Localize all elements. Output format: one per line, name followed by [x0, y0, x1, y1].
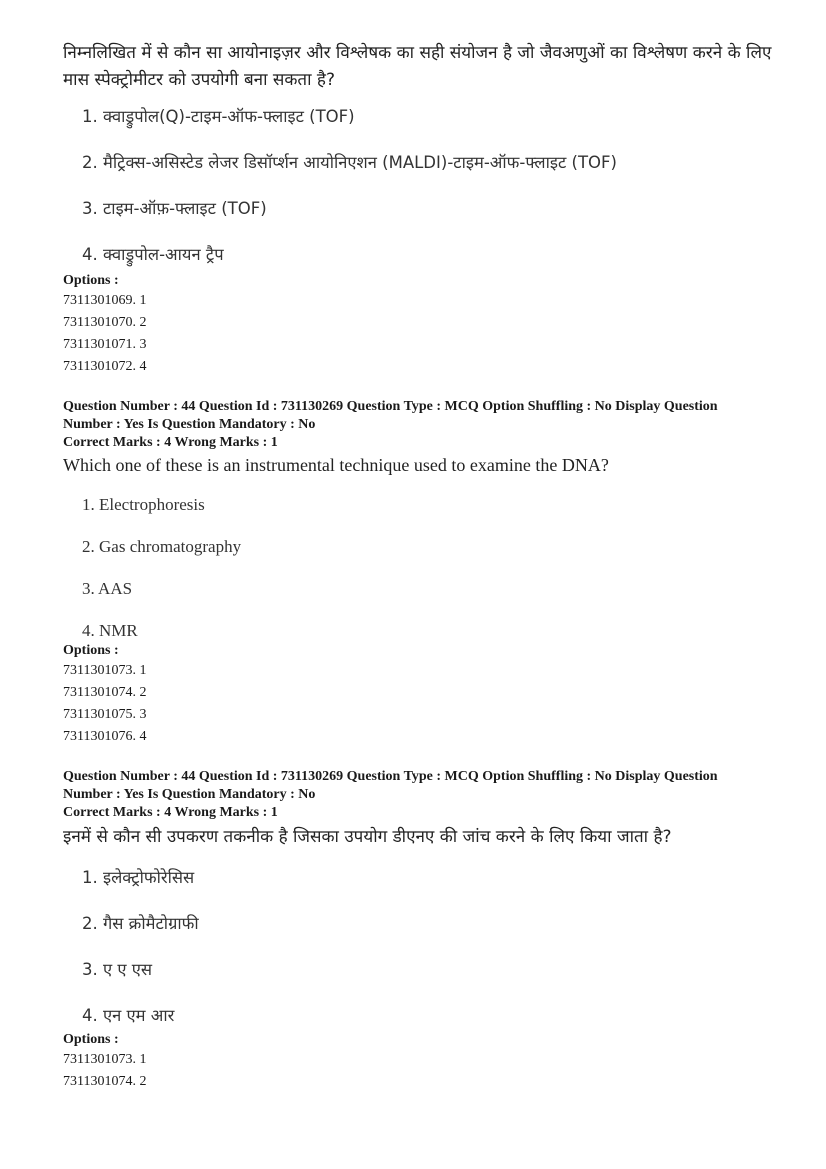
option-list — [63, 865, 783, 1031]
option-list — [63, 494, 783, 642]
option-item: 1. क्वाड्रुपोल(Q)-टाइम-ऑफ-फ्लाइट (TOF) — [82, 107, 355, 126]
options-label: Options : — [63, 273, 119, 288]
option-item: 4. एन एम आर — [82, 1006, 175, 1025]
option-code: 7311301069. 1 — [63, 293, 147, 308]
option-item: 3. ए ए एस — [82, 960, 153, 979]
question-block-english — [63, 398, 783, 748]
question-meta: Question Number : 44 Question Id : 731130269 Question Type : MCQ Option Shuffling : No Display Question — [63, 769, 718, 784]
question-block-hindi — [63, 768, 783, 1093]
option-code: 7311301072. 4 — [63, 359, 147, 374]
option-item: 3. AAS — [82, 579, 133, 598]
option-code: 7311301075. 3 — [63, 707, 147, 722]
option-code: 7311301070. 2 — [63, 315, 147, 330]
question-meta: Number : Yes Is Question Mandatory : No — [63, 787, 316, 802]
marks-meta: Correct Marks : 4 Wrong Marks : 1 — [63, 805, 278, 820]
option-item: 2. मैट्रिक्स-असिस्टेड लेजर डिसॉर्प्शन आयोनिएशन (MALDI)-टाइम-ऑफ-फ्लाइट (TOF) — [82, 153, 617, 172]
question-text: निम्नलिखित में से कौन सा आयोनाइज़र और विश्लेषक का सही संयोजन है जो जैवअणुओं का विश्लेषण करने के लिए मास स्पेक्ट्रोमीटर को उपयोगी बना सकता है? — [63, 43, 772, 90]
option-item: 1. इलेक्ट्रोफोरेसिस — [82, 868, 195, 887]
option-code: 7311301074. 2 — [63, 685, 147, 700]
option-code: 7311301076. 4 — [63, 729, 147, 744]
question-meta: Number : Yes Is Question Mandatory : No — [63, 417, 316, 432]
option-item: 2. गैस क्रोमैटोग्राफी — [82, 914, 199, 933]
question-block-hindi-ms — [63, 40, 783, 378]
option-item: 4. NMR — [82, 621, 138, 640]
option-item: 2. Gas chromatography — [82, 537, 242, 556]
option-item: 3. टाइम-ऑफ़-फ्लाइट (TOF) — [82, 199, 267, 218]
options-label: Options : — [63, 1032, 119, 1047]
question-text: Which one of these is an instrumental technique used to examine the DNA? — [63, 455, 609, 475]
option-item: 4. क्वाड्रुपोल-आयन ट्रैप — [82, 245, 224, 264]
option-code: 7311301073. 1 — [63, 663, 147, 678]
question-text: इनमें से कौन सी उपकरण तकनीक है जिसका उपयोग डीएनए की जांच करने के लिए किया जाता है? — [63, 827, 672, 847]
options-label: Options : — [63, 643, 119, 658]
document-page — [63, 40, 783, 1093]
option-code: 7311301073. 1 — [63, 1052, 147, 1067]
option-item: 1. Electrophoresis — [82, 495, 205, 514]
option-code: 7311301074. 2 — [63, 1074, 147, 1089]
option-code: 7311301071. 3 — [63, 337, 147, 352]
option-list — [63, 104, 783, 270]
marks-meta: Correct Marks : 4 Wrong Marks : 1 — [63, 435, 278, 450]
question-meta: Question Number : 44 Question Id : 731130269 Question Type : MCQ Option Shuffling : No Display Question — [63, 399, 718, 414]
